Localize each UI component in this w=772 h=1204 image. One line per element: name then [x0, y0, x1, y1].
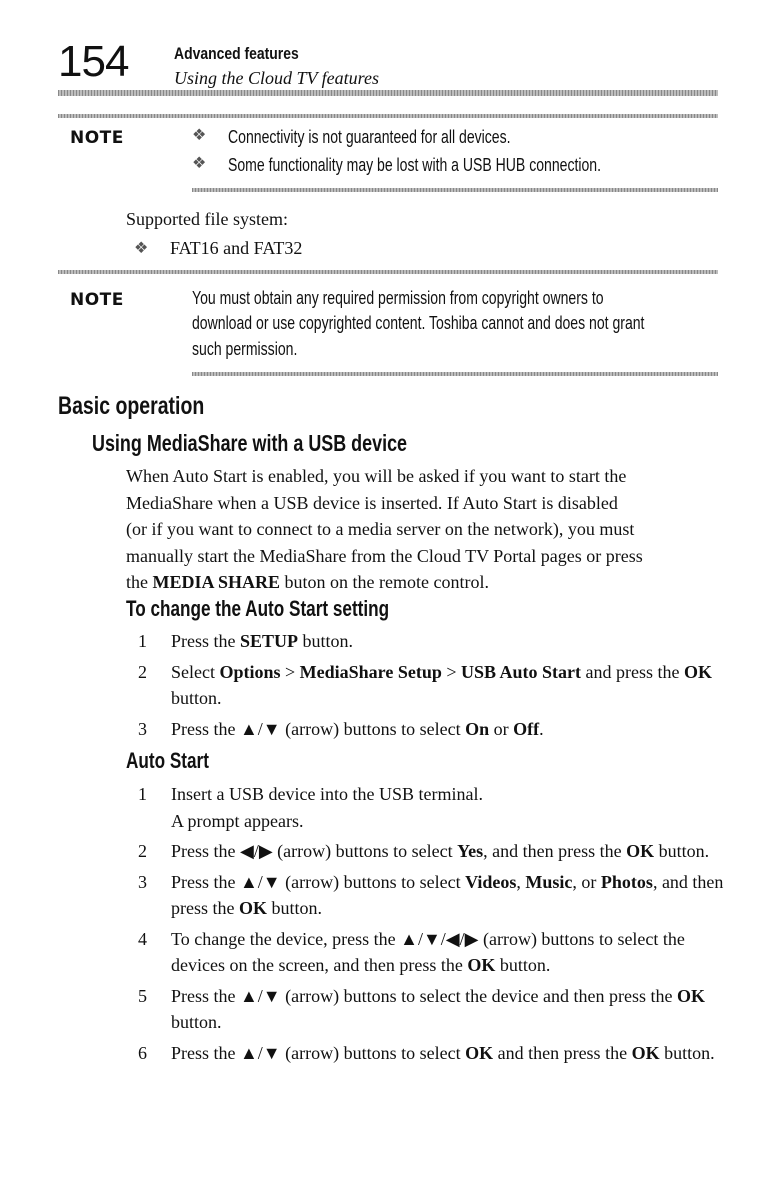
paragraph-line: the MEDIA SHARE buton on the remote control.	[126, 572, 489, 592]
step-number: 2	[138, 841, 147, 861]
paragraph-line: MediaShare when a USB device is inserted. If Auto Start is disabled	[126, 492, 618, 513]
file-system-intro: Supported file system:	[126, 209, 288, 229]
section-title: Using the Cloud TV features	[174, 68, 380, 88]
step-number: 2	[138, 661, 147, 682]
note1-item-text: Some functionality may be lost with a USB HUB connection.	[228, 155, 602, 175]
step-result: A prompt appears.	[171, 810, 304, 831]
note1-item	[192, 153, 206, 173]
note2-label: NOTE	[70, 290, 124, 310]
bullet-diamond-icon: ❖	[192, 155, 207, 172]
note1-label: NOTE	[70, 128, 124, 148]
note2-top-rule	[58, 270, 718, 274]
header-rule	[58, 90, 718, 96]
step-text: Press the ◀/▶ (arrow) buttons to select Yes, and then press the OK button.	[171, 841, 710, 861]
note1-top-rule	[58, 114, 718, 118]
step-number: 6	[138, 1042, 147, 1063]
file-system-bullet	[134, 238, 148, 258]
step-number: 5	[138, 985, 147, 1006]
step-text: Press the ▲/▼ (arrow) buttons to select OK and then press the OK button.	[171, 1042, 715, 1063]
note2-bottom-rule	[192, 372, 718, 376]
step-item	[138, 838, 728, 865]
note2-line: You must obtain any required permission from copyright owners to	[192, 288, 604, 308]
step-number: 1	[138, 784, 147, 804]
paragraph-line: When Auto Start is enabled, you will be asked if you want to start the	[126, 466, 627, 486]
mediashare-usb-heading: Using MediaShare with a USB device	[92, 430, 408, 456]
step-number: 4	[138, 928, 147, 949]
chapter-title: Advanced features	[174, 44, 299, 63]
step-item	[138, 926, 728, 979]
basic-operation-heading: Basic operation	[58, 392, 205, 420]
step-item	[138, 781, 728, 834]
paragraph-line: manually start the MediaShare from the Cloud TV Portal pages or press	[126, 545, 643, 566]
step-item	[138, 659, 728, 712]
step-number: 3	[138, 718, 147, 739]
note2-line: download or use copyrighted content. Toshiba cannot and does not grant	[192, 313, 645, 333]
page-number: 154	[58, 37, 129, 86]
step-text: Select Options > MediaShare Setup > USB Auto Start and press the OK button.	[171, 661, 713, 708]
step-item	[138, 716, 728, 743]
paragraph-line: (or if you want to connect to a media server on the network), you must	[126, 519, 635, 539]
change-auto-start-steps	[138, 628, 728, 746]
auto-start-steps	[138, 781, 728, 1070]
bullet-diamond-icon: ❖	[192, 127, 207, 144]
note1-item-text: Connectivity is not guaranteed for all devices.	[228, 127, 511, 147]
note1-item	[192, 125, 206, 145]
step-text: Press the ▲/▼ (arrow) buttons to select the device and then press the OK button.	[171, 985, 706, 1032]
step-number: 1	[138, 631, 147, 651]
step-text: Insert a USB device into the USB terminal.	[171, 784, 483, 804]
step-item	[138, 869, 728, 922]
note2-line: such permission.	[192, 339, 298, 359]
step-text: Press the ▲/▼ (arrow) buttons to select Videos, Music, or Photos, and then press the OK button.	[171, 871, 724, 918]
note1-bottom-rule	[192, 188, 718, 192]
media-share-button-name: MEDIA SHARE	[152, 572, 281, 592]
step-text: Press the SETUP button.	[171, 631, 354, 651]
step-item	[138, 983, 728, 1036]
mediashare-paragraph	[126, 463, 726, 596]
step-text: To change the device, press the ▲/▼/◀/▶ (arrow) buttons to select the devices on the screen, and then press the OK button.	[171, 928, 685, 975]
step-item	[138, 1040, 728, 1067]
step-number: 3	[138, 871, 147, 892]
step-text: Press the ▲/▼ (arrow) buttons to select On or Off.	[171, 718, 544, 739]
auto-start-heading: Auto Start	[126, 748, 209, 773]
change-auto-start-heading: To change the Auto Start setting	[126, 596, 390, 621]
file-system-item: FAT16 and FAT32	[170, 238, 303, 258]
bullet-diamond-icon: ❖	[134, 240, 149, 257]
step-item	[138, 628, 728, 655]
